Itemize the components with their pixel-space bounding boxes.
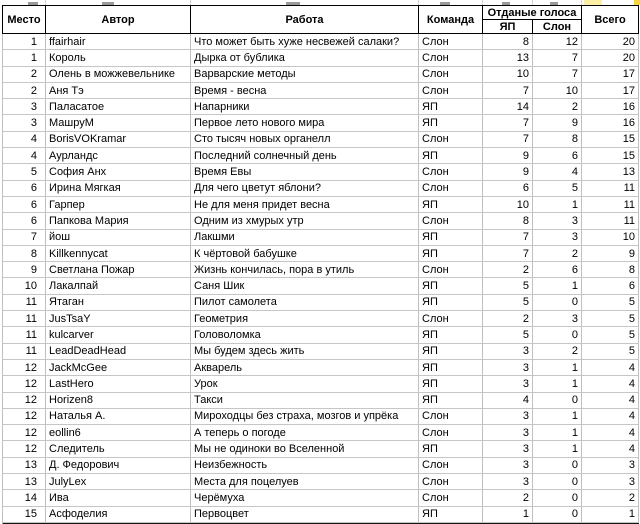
cell-total[interactable]: 15	[582, 132, 639, 148]
cell-work[interactable]: Первое лето нового мира	[191, 115, 419, 131]
cell-work[interactable]: Время - весна	[191, 83, 419, 99]
cell-slon-votes[interactable]: 2	[533, 246, 582, 262]
cell-author[interactable]: Ива	[46, 490, 191, 506]
cell-yap-votes[interactable]: 3	[483, 360, 533, 376]
cell-yap-votes[interactable]: 5	[483, 327, 533, 343]
cell-total[interactable]: 5	[582, 344, 639, 360]
cell-place[interactable]: 12	[3, 441, 46, 457]
cell-work[interactable]: Такси	[191, 393, 419, 409]
cell-total[interactable]: 13	[582, 164, 639, 180]
cell-work[interactable]: Одним из хмурых утр	[191, 213, 419, 229]
cell-author[interactable]: JackMcGee	[46, 360, 191, 376]
table-row	[3, 164, 639, 180]
results-table	[2, 5, 639, 524]
cell-work[interactable]: Неизбежность	[191, 458, 419, 474]
cell-total[interactable]: 4	[582, 425, 639, 441]
cell-author[interactable]: йош	[46, 230, 191, 246]
cell-slon-votes[interactable]: 6	[533, 262, 582, 278]
cell-yap-votes[interactable]: 3	[483, 409, 533, 425]
cell-slon-votes[interactable]: 3	[533, 213, 582, 229]
cell-slon-votes[interactable]: 3	[533, 230, 582, 246]
cell-total[interactable]: 8	[582, 262, 639, 278]
cell-place[interactable]: 2	[3, 83, 46, 99]
cell-total[interactable]: 10	[582, 230, 639, 246]
header-total[interactable]: Всего	[582, 6, 639, 34]
cell-work[interactable]: А теперь о погоде	[191, 425, 419, 441]
cell-place[interactable]: 7	[3, 230, 46, 246]
cell-team[interactable]: ЯП	[419, 376, 483, 392]
cell-author[interactable]: eollin6	[46, 425, 191, 441]
cell-place[interactable]: 5	[3, 164, 46, 180]
cell-team[interactable]: ЯП	[419, 246, 483, 262]
cell-author[interactable]: Король	[46, 50, 191, 66]
cell-place[interactable]: 12	[3, 409, 46, 425]
cell-place[interactable]: 13	[3, 474, 46, 490]
cell-yap-votes[interactable]: 3	[483, 458, 533, 474]
cell-author[interactable]: Лакалпай	[46, 278, 191, 294]
cell-team[interactable]: ЯП	[419, 230, 483, 246]
cell-total[interactable]: 5	[582, 327, 639, 343]
table-row	[3, 360, 639, 376]
cell-total[interactable]: 11	[582, 213, 639, 229]
cell-team[interactable]: Слон	[419, 83, 483, 99]
cell-slon-votes[interactable]: 3	[533, 311, 582, 327]
cell-slon-votes[interactable]: 1	[533, 278, 582, 294]
cell-slon-votes[interactable]: 1	[533, 360, 582, 376]
table-row	[3, 507, 639, 523]
cell-author[interactable]: LeadDeadHead	[46, 344, 191, 360]
cell-yap-votes[interactable]: 8	[483, 213, 533, 229]
cell-team[interactable]: ЯП	[419, 344, 483, 360]
table-row	[3, 474, 639, 490]
cell-yap-votes[interactable]: 7	[483, 246, 533, 262]
cell-author[interactable]: Асфоделия	[46, 507, 191, 523]
cell-team[interactable]: ЯП	[419, 507, 483, 523]
cell-author[interactable]: Ирина Мягкая	[46, 181, 191, 197]
cell-work[interactable]: Напарники	[191, 99, 419, 115]
cell-yap-votes[interactable]: 3	[483, 376, 533, 392]
cell-place[interactable]: 12	[3, 376, 46, 392]
cell-work[interactable]: Последний солнечный день	[191, 148, 419, 164]
cell-total[interactable]: 17	[582, 67, 639, 83]
cell-author[interactable]: JulyLex	[46, 474, 191, 490]
table-row	[3, 425, 639, 441]
cell-work[interactable]: Первоцвет	[191, 507, 419, 523]
table-row	[3, 409, 639, 425]
cell-team[interactable]: Слон	[419, 164, 483, 180]
cell-team[interactable]: Слон	[419, 409, 483, 425]
cell-slon-votes[interactable]: 0	[533, 507, 582, 523]
cell-work[interactable]: Мы не одиноки во Вселенной	[191, 441, 419, 457]
cell-team[interactable]: ЯП	[419, 197, 483, 213]
cell-slon-votes[interactable]: 1	[533, 441, 582, 457]
cell-yap-votes[interactable]: 5	[483, 295, 533, 311]
table-header	[2, 5, 639, 34]
cell-total[interactable]: 3	[582, 458, 639, 474]
table-row	[3, 490, 639, 506]
cell-slon-votes[interactable]: 4	[533, 164, 582, 180]
cell-yap-votes[interactable]: 3	[483, 425, 533, 441]
cell-yap-votes[interactable]: 9	[483, 164, 533, 180]
cell-total[interactable]: 16	[582, 99, 639, 115]
cell-place[interactable]: 1	[3, 50, 46, 66]
cell-work[interactable]: Варварские методы	[191, 67, 419, 83]
cell-yap-votes[interactable]: 7	[483, 230, 533, 246]
cell-place[interactable]: 9	[3, 262, 46, 278]
table-row	[3, 311, 639, 327]
cell-total[interactable]: 20	[582, 34, 639, 50]
cell-yap-votes[interactable]: 5	[483, 278, 533, 294]
cell-yap-votes[interactable]: 7	[483, 115, 533, 131]
cell-slon-votes[interactable]: 0	[533, 474, 582, 490]
cell-team[interactable]: Слон	[419, 213, 483, 229]
cell-author[interactable]: Horizen8	[46, 393, 191, 409]
cell-slon-votes[interactable]: 5	[533, 181, 582, 197]
cell-slon-votes[interactable]: 7	[533, 67, 582, 83]
cell-slon-votes[interactable]: 0	[533, 393, 582, 409]
cell-author[interactable]: Д. Федорович	[46, 458, 191, 474]
cell-team[interactable]: Слон	[419, 34, 483, 50]
cell-team[interactable]: Слон	[419, 132, 483, 148]
cell-place[interactable]: 10	[3, 278, 46, 294]
cell-yap-votes[interactable]: 9	[483, 148, 533, 164]
cell-slon-votes[interactable]: 12	[533, 34, 582, 50]
cell-place[interactable]: 4	[3, 132, 46, 148]
cell-work[interactable]: Саня Шик	[191, 278, 419, 294]
cell-author[interactable]: BorisVOKramar	[46, 132, 191, 148]
cell-place[interactable]: 2	[3, 67, 46, 83]
cell-author[interactable]: JusTsaY	[46, 311, 191, 327]
cell-author[interactable]: ffairhair	[46, 34, 191, 50]
cell-team[interactable]: Слон	[419, 50, 483, 66]
table-row	[3, 148, 639, 164]
table-row	[3, 34, 639, 50]
cell-team[interactable]: ЯП	[419, 327, 483, 343]
cell-yap-votes[interactable]: 3	[483, 344, 533, 360]
cell-team[interactable]: Слон	[419, 262, 483, 278]
header-place[interactable]: Место	[3, 6, 46, 34]
table-row	[3, 230, 639, 246]
cell-total[interactable]: 16	[582, 115, 639, 131]
cell-yap-votes[interactable]: 2	[483, 262, 533, 278]
cell-slon-votes[interactable]: 2	[533, 99, 582, 115]
cell-total[interactable]: 4	[582, 393, 639, 409]
cell-total[interactable]: 4	[582, 409, 639, 425]
cell-work[interactable]: Жизнь кончилась, пора в утиль	[191, 262, 419, 278]
cell-author[interactable]: Ятаган	[46, 295, 191, 311]
cell-yap-votes[interactable]: 2	[483, 311, 533, 327]
cell-team[interactable]: ЯП	[419, 295, 483, 311]
cell-place[interactable]: 12	[3, 393, 46, 409]
cell-team[interactable]: Слон	[419, 474, 483, 490]
cell-place[interactable]: 11	[3, 295, 46, 311]
cell-team[interactable]: ЯП	[419, 441, 483, 457]
cell-slon-votes[interactable]: 0	[533, 295, 582, 311]
cell-total[interactable]: 4	[582, 441, 639, 457]
table-row	[3, 67, 639, 83]
cell-team[interactable]: ЯП	[419, 360, 483, 376]
cell-total[interactable]: 20	[582, 50, 639, 66]
cell-yap-votes[interactable]: 7	[483, 83, 533, 99]
table-row	[3, 278, 639, 294]
cell-slon-votes[interactable]: 2	[533, 344, 582, 360]
cell-total[interactable]: 5	[582, 311, 639, 327]
cell-team[interactable]: Слон	[419, 425, 483, 441]
cell-place[interactable]: 11	[3, 344, 46, 360]
cell-total[interactable]: 11	[582, 197, 639, 213]
cell-team[interactable]: Слон	[419, 311, 483, 327]
cell-yap-votes[interactable]: 3	[483, 441, 533, 457]
cell-team[interactable]: Слон	[419, 490, 483, 506]
cell-team[interactable]: Слон	[419, 67, 483, 83]
cell-yap-votes[interactable]: 6	[483, 181, 533, 197]
table-row	[3, 246, 639, 262]
cell-slon-votes[interactable]: 8	[533, 132, 582, 148]
cell-team[interactable]: ЯП	[419, 393, 483, 409]
header-work[interactable]: Работа	[191, 6, 419, 34]
cell-work[interactable]: Головоломка	[191, 327, 419, 343]
cell-place[interactable]: 3	[3, 115, 46, 131]
cell-slon-votes[interactable]: 1	[533, 197, 582, 213]
cell-place[interactable]: 8	[3, 246, 46, 262]
cell-slon-votes[interactable]: 1	[533, 376, 582, 392]
cell-place[interactable]: 6	[3, 213, 46, 229]
cell-author[interactable]: LastHero	[46, 376, 191, 392]
cell-slon-votes[interactable]: 9	[533, 115, 582, 131]
cell-work[interactable]: Сто тысяч новых органелл	[191, 132, 419, 148]
cell-total[interactable]: 5	[582, 295, 639, 311]
cell-slon-votes[interactable]: 0	[533, 327, 582, 343]
table-row	[3, 262, 639, 278]
cell-place[interactable]: 4	[3, 148, 46, 164]
cell-total[interactable]: 4	[582, 360, 639, 376]
cell-slon-votes[interactable]: 1	[533, 409, 582, 425]
cell-total[interactable]: 15	[582, 148, 639, 164]
cell-work[interactable]: Что может быть хуже несвежей салаки?	[191, 34, 419, 50]
cell-work[interactable]: Геометрия	[191, 311, 419, 327]
table-row	[3, 181, 639, 197]
cell-total[interactable]: 11	[582, 181, 639, 197]
cell-work[interactable]: Дырка от бублика	[191, 50, 419, 66]
cell-slon-votes[interactable]: 6	[533, 148, 582, 164]
cell-work[interactable]: Не для меня придет весна	[191, 197, 419, 213]
cell-work[interactable]: Пилот самолета	[191, 295, 419, 311]
table-row	[3, 344, 639, 360]
table-row	[3, 376, 639, 392]
cell-slon-votes[interactable]: 1	[533, 425, 582, 441]
table-row	[3, 327, 639, 343]
cell-work[interactable]: К чёртовой бабушке	[191, 246, 419, 262]
cell-yap-votes[interactable]: 1	[483, 507, 533, 523]
cell-place[interactable]: 12	[3, 425, 46, 441]
table-row	[3, 213, 639, 229]
cell-team[interactable]: ЯП	[419, 115, 483, 131]
cell-author[interactable]: kulcarver	[46, 327, 191, 343]
cell-team[interactable]: ЯП	[419, 148, 483, 164]
table-row	[3, 393, 639, 409]
cell-author[interactable]: Гарпер	[46, 197, 191, 213]
cell-total[interactable]: 4	[582, 376, 639, 392]
cell-work[interactable]: Урок	[191, 376, 419, 392]
cell-yap-votes[interactable]: 2	[483, 490, 533, 506]
cell-yap-votes[interactable]: 3	[483, 474, 533, 490]
cell-work[interactable]: Лакшми	[191, 230, 419, 246]
cell-place[interactable]: 15	[3, 507, 46, 523]
cell-work[interactable]: Акварель	[191, 360, 419, 376]
cell-author[interactable]: Паласатое	[46, 99, 191, 115]
table-row	[3, 83, 639, 99]
table-row	[3, 295, 639, 311]
cell-work[interactable]: Места для поцелуев	[191, 474, 419, 490]
header-author[interactable]: Автор	[46, 6, 191, 34]
table-row	[3, 441, 639, 457]
cell-place[interactable]: 1	[3, 34, 46, 50]
cell-yap-votes[interactable]: 14	[483, 99, 533, 115]
cell-total[interactable]: 9	[582, 246, 639, 262]
cell-total[interactable]: 17	[582, 83, 639, 99]
cell-place[interactable]: 12	[3, 360, 46, 376]
cell-slon-votes[interactable]: 10	[533, 83, 582, 99]
table-body	[2, 34, 639, 524]
cell-yap-votes[interactable]: 4	[483, 393, 533, 409]
cell-work[interactable]: Мироходцы без страха, мозгов и упрёка	[191, 409, 419, 425]
cell-total[interactable]: 2	[582, 490, 639, 506]
cell-work[interactable]: Черёмуха	[191, 490, 419, 506]
header-yap-votes[interactable]: ЯП	[483, 20, 533, 34]
cell-place[interactable]: 13	[3, 458, 46, 474]
header-slon-votes[interactable]: Слон	[533, 20, 582, 34]
cell-author[interactable]: София Анх	[46, 164, 191, 180]
cell-place[interactable]: 11	[3, 327, 46, 343]
table-row	[3, 115, 639, 131]
cell-team[interactable]: ЯП	[419, 278, 483, 294]
cell-work[interactable]: Для чего цветут яблони?	[191, 181, 419, 197]
cell-author[interactable]: Папкова Мария	[46, 213, 191, 229]
cell-author[interactable]: Аня Тэ	[46, 83, 191, 99]
header-votes-group[interactable]: Отданые голоса	[483, 6, 582, 20]
cell-place[interactable]: 6	[3, 181, 46, 197]
cell-place[interactable]: 3	[3, 99, 46, 115]
cell-team[interactable]: ЯП	[419, 99, 483, 115]
cell-author[interactable]: МашруМ	[46, 115, 191, 131]
cell-author[interactable]: Светлана Пожар	[46, 262, 191, 278]
cell-author[interactable]: Killkennycat	[46, 246, 191, 262]
cell-total[interactable]: 3	[582, 474, 639, 490]
cell-yap-votes[interactable]: 10	[483, 67, 533, 83]
cell-work[interactable]: Время Евы	[191, 164, 419, 180]
cell-yap-votes[interactable]: 8	[483, 34, 533, 50]
cell-author[interactable]: Олень в можжевельнике	[46, 67, 191, 83]
cell-place[interactable]: 11	[3, 311, 46, 327]
cell-author[interactable]: Следитель	[46, 441, 191, 457]
cell-team[interactable]: Слон	[419, 181, 483, 197]
cell-place[interactable]: 6	[3, 197, 46, 213]
cell-place[interactable]: 14	[3, 490, 46, 506]
table-row	[3, 132, 639, 148]
header-team[interactable]: Команда	[419, 6, 483, 34]
cell-total[interactable]: 6	[582, 278, 639, 294]
table-row	[3, 99, 639, 115]
cell-work[interactable]: Мы будем здесь жить	[191, 344, 419, 360]
cell-yap-votes[interactable]: 13	[483, 50, 533, 66]
cell-yap-votes[interactable]: 7	[483, 132, 533, 148]
cell-author[interactable]: Наталья А.	[46, 409, 191, 425]
cell-yap-votes[interactable]: 10	[483, 197, 533, 213]
cell-slon-votes[interactable]: 7	[533, 50, 582, 66]
cell-team[interactable]: Слон	[419, 458, 483, 474]
cell-slon-votes[interactable]: 0	[533, 490, 582, 506]
cell-author[interactable]: Аурландс	[46, 148, 191, 164]
table-row	[3, 197, 639, 213]
cell-total[interactable]: 1	[582, 507, 639, 523]
cell-slon-votes[interactable]: 0	[533, 458, 582, 474]
table-row	[3, 458, 639, 474]
table-row	[3, 50, 639, 66]
